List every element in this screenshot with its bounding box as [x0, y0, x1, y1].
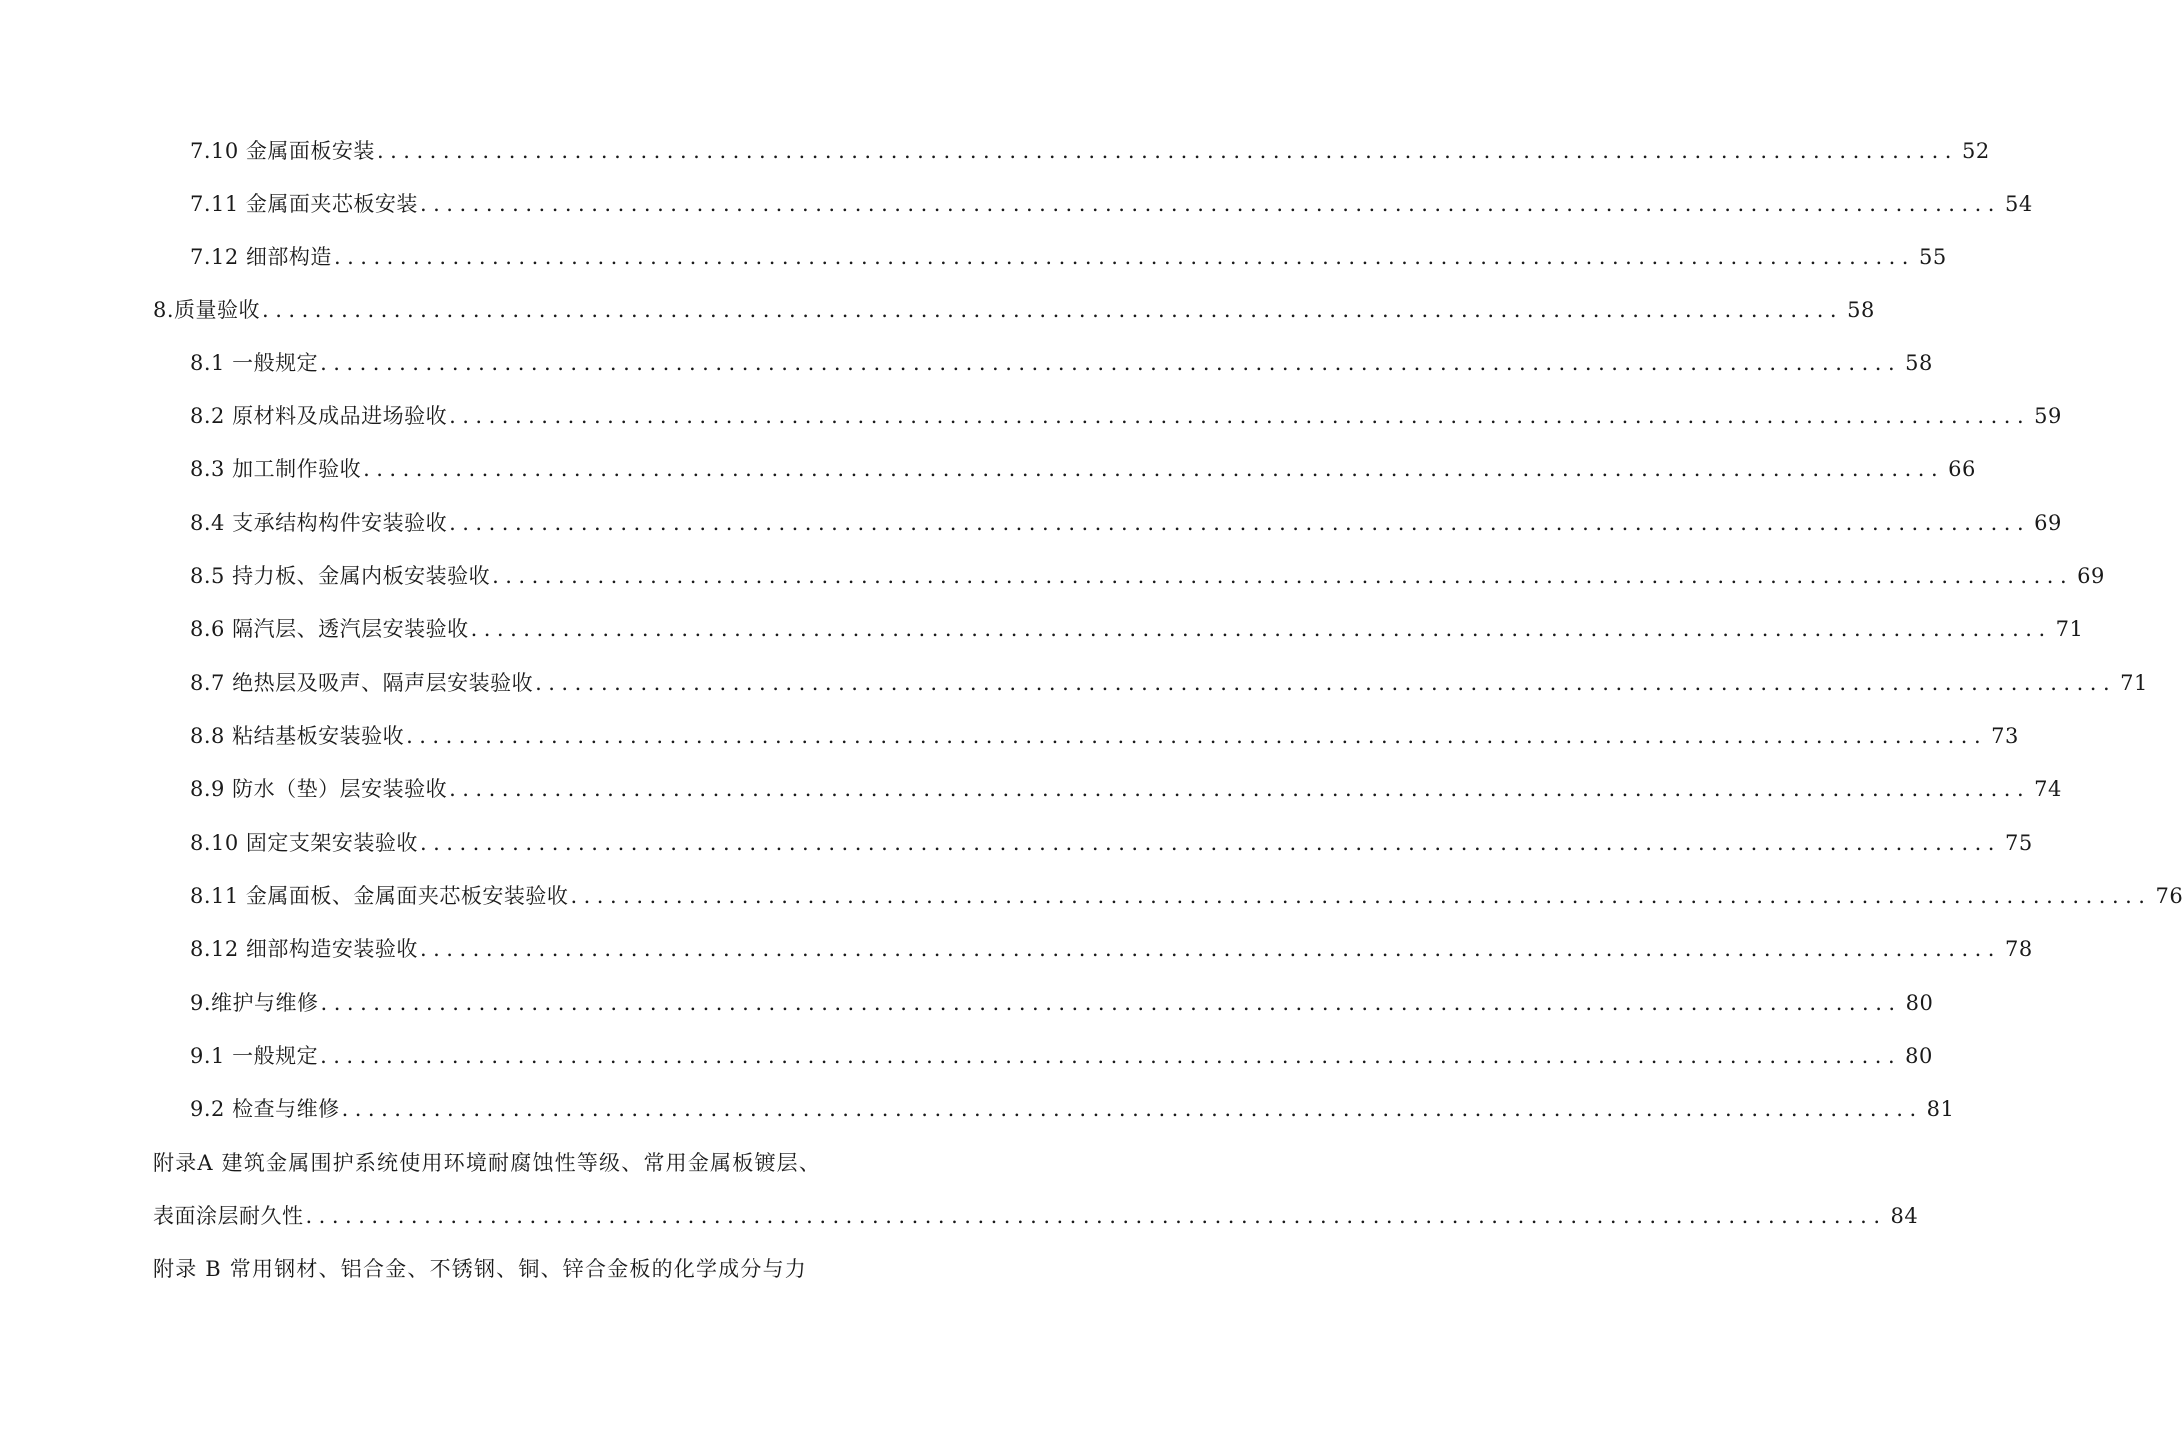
toc-appendix-a-line1[interactable] — [153, 1143, 862, 1183]
toc-entry-9-2[interactable] — [190, 1089, 1955, 1129]
dot-leader: ........................................................................................................................ — [449, 511, 2031, 535]
dot-leader: ........................................................................................................................ — [449, 404, 2031, 428]
toc-entry-page: 58 — [1905, 351, 1933, 375]
toc-entry-8-4[interactable] — [190, 503, 2062, 543]
toc-entry-page: 71 — [2055, 617, 2084, 641]
toc-entry-8-2[interactable] — [190, 396, 2062, 436]
toc-entry-title: 8.4 支承结构构件安装验收 — [190, 511, 448, 535]
toc-entry-8-12[interactable] — [190, 929, 2033, 969]
toc-entry-page: 80 — [1905, 991, 1934, 1015]
toc-entry-page: 55 — [1918, 245, 1947, 269]
dot-leader: ........................................................................................................................ — [492, 564, 2074, 588]
toc-entry-8[interactable] — [153, 290, 1875, 330]
toc-entry-title: 8.9 防水（垫）层安装验收 — [190, 777, 448, 801]
toc-entry-title: 8.8 粘结基板安装验收 — [190, 724, 405, 748]
appendix-a-title-part1: 附录A 建筑金属围护系统使用环境耐腐蚀性等级、常用金属板镀层、 — [153, 1151, 822, 1175]
toc-entry-page: 54 — [2004, 192, 2033, 216]
toc-entry-title: 8.质量验收 — [153, 298, 261, 322]
toc-entry-8-5[interactable] — [190, 556, 2105, 596]
toc-entry-title: 8.2 原材料及成品进场验收 — [190, 404, 448, 428]
toc-entry-title: 9.2 检查与维修 — [190, 1097, 340, 1121]
toc-entry-title: 9.维护与维修 — [190, 991, 319, 1015]
dot-leader: ........................................................................................................................ — [333, 245, 1915, 269]
toc-entry-page: 66 — [1948, 457, 1976, 481]
toc-entry-title: 8.12 细部构造安装验收 — [190, 937, 418, 961]
dot-leader: ........................................................................................................................ — [341, 1097, 1923, 1121]
appendix-a-title-part2: 表面涂层耐久性 — [153, 1204, 304, 1228]
toc-entry-title: 9.1 一般规定 — [190, 1044, 319, 1068]
dot-leader: ........................................................................................................................ — [376, 139, 1958, 163]
toc-entry-7-11[interactable] — [190, 184, 2033, 224]
toc-entry-page: 84 — [1890, 1204, 1919, 1228]
toc-entry-8-6[interactable] — [190, 609, 2084, 649]
dot-leader: ........................................................................................................................ — [419, 192, 2001, 216]
toc-entry-8-3[interactable] — [190, 449, 1976, 489]
toc-entry-title: 8.3 加工制作验收 — [190, 457, 362, 481]
dot-leader: ........................................................................................................................ — [449, 777, 2031, 801]
toc-entry-8-8[interactable] — [190, 716, 2019, 756]
toc-entry-title: 8.1 一般规定 — [190, 351, 319, 375]
toc-entry-title: 7.11 金属面夹芯板安装 — [190, 192, 418, 216]
toc-entry-9-1[interactable] — [190, 1036, 1933, 1076]
toc-entry-page: 75 — [2004, 831, 2033, 855]
toc-entry-title: 8.11 金属面板、金属面夹芯板安装验收 — [190, 884, 569, 908]
toc-entry-8-1[interactable] — [190, 343, 1933, 383]
toc-entry-page: 73 — [1991, 724, 2019, 748]
toc-entry-8-7[interactable] — [190, 663, 2148, 703]
toc-entry-title: 8.6 隔汽层、透汽层安装验收 — [190, 617, 469, 641]
toc-entry-page: 52 — [1961, 139, 1990, 163]
toc-entry-page: 74 — [2034, 777, 2062, 801]
toc-entry-7-12[interactable] — [190, 237, 1947, 277]
toc-entry-8-11[interactable] — [190, 876, 2183, 916]
dot-leader: ........................................................................................................................ — [320, 351, 1902, 375]
toc-entry-9[interactable] — [190, 983, 1934, 1023]
toc-entry-8-9[interactable] — [190, 769, 2062, 809]
toc-entry-page: 78 — [2004, 937, 2033, 961]
dot-leader: ........................................................................................................................ — [535, 671, 2117, 695]
toc-entry-title: 8.10 固定支架安装验收 — [190, 831, 418, 855]
appendix-b-title-part1: 附录 B 常用钢材、铝合金、不锈钢、铜、锌合金板的化学成分与力 — [153, 1257, 807, 1281]
dot-leader: ........................................................................................................................ — [320, 991, 1902, 1015]
toc-entry-page: 81 — [1926, 1097, 1955, 1121]
dot-leader: ........................................................................................................................ — [419, 937, 2001, 961]
toc-entry-7-10[interactable] — [190, 131, 1990, 171]
dot-leader: ........................................................................................................................ — [419, 831, 2001, 855]
toc-appendix-b-line1[interactable] — [153, 1249, 862, 1289]
toc-entry-page: 71 — [2120, 671, 2148, 695]
dot-leader: ........................................................................................................................ — [363, 457, 1945, 481]
toc-entry-page: 59 — [2034, 404, 2062, 428]
toc-entry-page: 58 — [1847, 298, 1875, 322]
dot-leader: ........................................................................................................................ — [320, 1044, 1902, 1068]
toc-appendix-a-line2[interactable] — [153, 1196, 1919, 1236]
dot-leader: ........................................................................................................................ — [570, 884, 2152, 908]
toc-entry-8-10[interactable] — [190, 823, 2033, 863]
toc-entry-title: 8.7 绝热层及吸声、隔声层安装验收 — [190, 671, 534, 695]
dot-leader: ........................................................................................................................ — [406, 724, 1988, 748]
toc-entry-page: 69 — [2034, 511, 2062, 535]
toc-entry-page: 80 — [1905, 1044, 1933, 1068]
dot-leader: ........................................................................................................................ — [262, 298, 1844, 322]
toc-entry-title: 8.5 持力板、金属内板安装验收 — [190, 564, 491, 588]
dot-leader: ........................................................................................................................ — [470, 617, 2052, 641]
toc-entry-page: 69 — [2077, 564, 2105, 588]
toc-entry-page: 76 — [2155, 884, 2183, 908]
toc-entry-title: 7.10 金属面板安装 — [190, 139, 375, 163]
dot-leader: ........................................................................................................................ — [305, 1204, 1887, 1228]
toc-entry-title: 7.12 细部构造 — [190, 245, 332, 269]
